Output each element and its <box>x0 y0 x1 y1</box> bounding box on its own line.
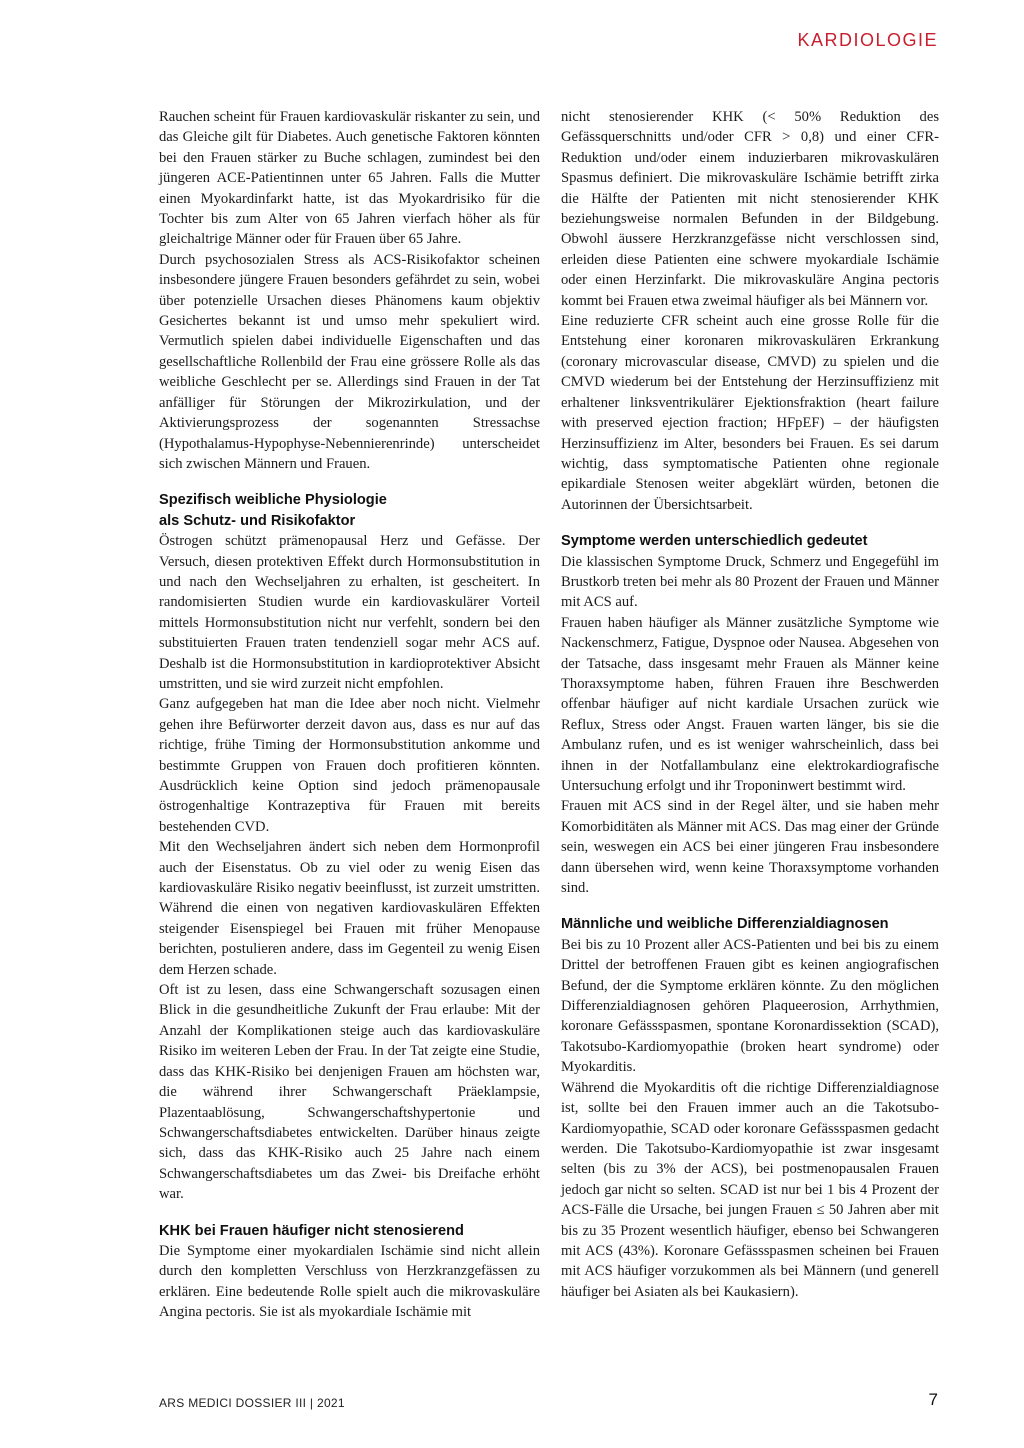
publication-footer: ARS MEDICI DOSSIER III | 2021 <box>159 1396 345 1410</box>
paragraph: Die klassischen Symptome Druck, Schmerz und Engegefühl im Brustkorb treten bei mehr als 80 Prozent der Frauen und Männer mit ACS auf. <box>561 553 939 611</box>
right-column <box>561 107 939 1302</box>
left-column <box>159 107 540 1323</box>
paragraph: Östrogen schützt prämenopausal Herz und Gefässe. Der Versuch, diesen protektiven Effekt durch Hormonsubstitution in und nach den Wechseljahren zu erhalten, ist gescheitert. In randomisierten Studien wurde ein kardiovaskulärer Vorteil mittels Hormonsubstitution nicht nur verfehlt, sondern bei den substituierten Frauen traten tendenziell sogar mehr ACS auf. Deshalb ist die Hormonsubstitution in kardioprotektiver Absicht umstritten, und sie wird zurzeit nicht empfohlen. <box>159 533 540 692</box>
paragraph: Bei bis zu 10 Prozent aller ACS-Patienten und bei bis zu einem Drittel der betroffenen Frauen gibt es keinen angiografischen Befund, der die Symptome erklären könnte. Zu den möglichen Differenzialdiagnosen gehören Plaqueerosion, Arrhythmien, koronare Gefässspasmen, spontane Koronardissektion (SCAD), Takotsubo-Kardiomyopathie (broken heart syndrome) oder Myokarditis. <box>561 936 939 1076</box>
section-heading-line: als Schutz- und Risikofaktor <box>159 512 356 529</box>
paragraph: Mit den Wechseljahren ändert sich neben dem Hormonprofil auch der Eisenstatus. Ob zu viel oder zu wenig Eisen das kardiovaskuläre Risiko negativ beeinflusst, ist zurzeit umstritten. Während die einen von negativen kardiovaskulären Effekten steigender Eisenspiegel bei Frauen mit früher Menopause berichten, postulieren andere, dass im Gegenteil zu wenig Eisen dem Herzen schade. <box>159 839 540 978</box>
paragraph: Während die Myokarditis oft die richtige Differenzialdiagnose ist, sollte bei den Frauen immer auch an die Takotsubo-Kardiomyopathie, SCAD oder koronare Gefässspasmen gedacht werden. Die Takotsubo-Kardiomyopathie ist zwar insgesamt selten (bis zu 3% der ACS), bei postmenopausalen Frauen jedoch gar nicht so selten. SCAD ist nur bei 1 bis 4 Prozent der ACS-Fälle die Ursache, bei jungen Frauen ≤ 50 Jahren aber mit bis zu 35 Prozent wesentlich häufiger, ebenso bei Schwangeren mit ACS (43%). Koronare Gefässspasmen scheinen bei Frauen mit ACS häufiger vorzukommen als bei Männern (und generell häufiger bei Asiaten als bei Kaukasiern). <box>561 1079 939 1300</box>
paragraph: Frauen haben häufiger als Männer zusätzliche Symptome wie Nackenschmerz, Fatigue, Dyspnoe oder Nausea. Abgesehen von der Tatsache, dass insgesamt mehr Frauen als Männer keine Thoraxsymptome haben, führen Frauen ihre Beschwerden offenbar häufiger auf nicht kardiale Ursachen zurück wie Reflux, Stress oder Angst. Frauen warten länger, bis sie die Ambulanz rufen, und es ist weniger wahrscheinlich, dass bei ihnen in der Notfallambulanz eine elektrokardiografische Untersuchung erfolgt und ihr Troponinwert bestimmt wird. <box>561 614 939 794</box>
paragraph: Oft ist zu lesen, dass eine Schwangerschaft sozusagen einen Blick in die gesundheitliche Zukunft der Frau erlaube: Mit der Anzahl der Komplikationen steige auch das kardiovaskuläre Risiko im weiteren Leben der Frau. In der Tat zeigte eine Studie, dass das KHK-Risiko bei denjenigen Frauen am höchsten war, die während ihrer Schwangerschaft Präeklampsie, Plazentaablösung, Schwangerschaftshypertonie und Schwangerschaftsdiabetes entwickelten. Darüber hinaus zeigte sich, dass das KHK-Risiko auch 25 Jahre nach einem Schwangerschaftsdiabetes um das Zwei- bis Dreifache erhöht war. <box>159 982 540 1203</box>
section-heading <box>159 490 540 531</box>
section-label: KARDIOLOGIE <box>797 30 938 50</box>
section-heading: Männliche und weibliche Differenzialdiagnosen <box>561 916 889 933</box>
page-number: 7 <box>928 1390 938 1409</box>
section-heading: KHK bei Frauen häufiger nicht stenosierend <box>159 1222 464 1239</box>
paragraph: Ganz aufgegeben hat man die Idee aber noch nicht. Vielmehr gehen ihre Befürworter derzeit davon aus, dass es nur auf das richtige, frühe Timing der Hormonsubstitution ankomme und bestimmte Gruppen von Frauen doch profitieren könnten. Ausdrücklich keine Option sind jedoch prämenopausale östrogenhaltige Kontrazeptiva für Frauen mit bereits bestehenden CVD. <box>159 696 540 835</box>
paragraph: Die Symptome einer myokardialen Ischämie sind nicht allein durch den kompletten Verschluss von Herzkranzgefässen zu erklären. Eine bedeutende Rolle spielt auch die mikrovaskuläre Angina pectoris. Sie ist als myokardiale Ischämie mit <box>159 1242 540 1321</box>
section-heading-line: Spezifisch weibliche Physiologie <box>159 492 387 509</box>
paragraph: Eine reduzierte CFR scheint auch eine grosse Rolle für die Entstehung einer koronaren mikrovaskulären Erkrankung (coronary microvascular disease, CMVD) zu spielen und die CMVD wiederum bei der Entstehung der Herzinsuffizienz mit erhaltener linksventrikulärer Ejektionsfraktion (heart failure with preserved ejection fraction; HFpEF) – der häufigsten Herzinsuffizienz im Alter, besonders bei Frauen. Es sei darum wichtig, dass symptomatische Patienten ohne regionale epikardiale Stenosen weiter abgeklärt würden, betonen die Autorinnen der Übersichtsarbeit. <box>561 313 939 513</box>
paragraph: nicht stenosierender KHK (< 50% Reduktion des Gefässquerschnitts und/oder CFR > 0,8) und einer CFR-Reduktion und/oder einem induzierbaren mikrovaskulären Spasmus definiert. Die mikrovaskuläre Ischämie betrifft zirka die Hälfte der Patienten mit nicht stenosierender KHK beziehungsweise normalen Befunden in der Bildgebung. Obwohl äussere Herzkranzgefässe nicht verschlossen sind, erleiden diese Patienten eine schwere myokardiale Ischämie oder einen Herzinfarkt. Die mikrovaskuläre Angina pectoris kommt bei Frauen etwa zweimal häufiger als bei Männern vor. <box>561 109 939 309</box>
paragraph: Rauchen scheint für Frauen kardiovaskulär riskanter zu sein, und das Gleiche gilt für Diabetes. Auch genetische Faktoren könnten bei den Frauen stärker zu Buche schlagen, zumindest bei den jüngeren ACE-Patientinnen unter 65 Jahren. Falls die Mutter einen Myokardinfarkt hatte, ist das Myokardrisiko für die Tochter bis zum Alter von 65 Jahren vierfach höher als für gleichaltrige Männer oder für Frauen über 65 Jahre. <box>159 109 540 248</box>
section-heading: Symptome werden unterschiedlich gedeutet <box>561 533 868 550</box>
paragraph: Durch psychosozialen Stress als ACS-Risikofaktor scheinen insbesondere jüngere Frauen besonders gefährdet zu sein, wobei über potenzielle Ursachen dieses Phänomens kaum objektiv Gesichertes bekannt ist und umso mehr spekuliert wird. Vermutlich spielen dabei individuelle Eigenschaften und das gesellschaftliche Rollenbild der Frau eine grössere Rolle als das weibliche Geschlecht per se. Allerdings sind Frauen in der Tat anfälliger für Störungen der Mikrozirkulation, und der Aktivierungsprozess der sogenannten Stressachse (Hypothalamus-Hypophyse-Nebennierenrinde) unterscheidet sich zwischen Männern und Frauen. <box>159 251 540 472</box>
paragraph: Frauen mit ACS sind in der Regel älter, und sie haben mehr Komorbiditäten als Männer mit ACS. Das mag einer der Gründe sein, weswegen ein ACS bei einer jüngeren Frau insbesondere dann übersehen wird, wenn keine Thoraxsymptome vorhanden sind. <box>561 798 939 897</box>
